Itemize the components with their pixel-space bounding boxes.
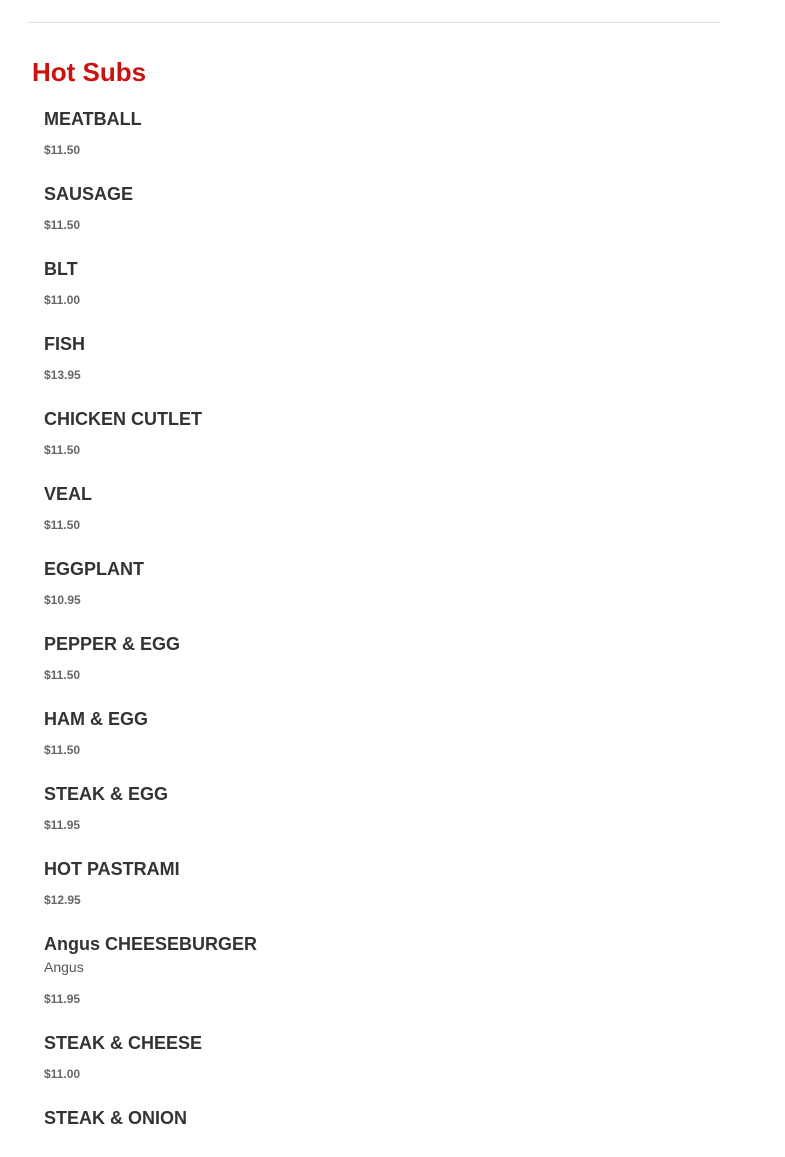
menu-item-name: VEAL (44, 484, 93, 504)
menu-item-name: MEATBALL (44, 109, 142, 129)
menu-item-price: $11.95 (44, 992, 81, 1006)
menu-item-name: CHICKEN CUTLET (44, 409, 202, 429)
menu-item[interactable] (44, 706, 744, 758)
menu-item[interactable] (44, 781, 744, 833)
menu-item-name: BLT (44, 259, 78, 279)
menu-item-name: STEAK & ONION (44, 1108, 188, 1128)
menu-item-price: $11.50 (44, 668, 81, 682)
menu-item-name: SAUSAGE (44, 184, 134, 204)
menu-item-price: $10.95 (44, 593, 81, 607)
menu-item-list (44, 106, 744, 1154)
menu-item-price: $11.50 (44, 218, 81, 232)
menu-item-price: $12.95 (44, 893, 81, 907)
menu-item[interactable] (44, 931, 744, 1007)
menu-item-price: $11.50 (44, 518, 81, 532)
menu-item[interactable] (44, 1030, 744, 1082)
menu-item-name: Angus CHEESEBURGER (44, 934, 258, 954)
menu-item[interactable] (44, 856, 744, 908)
menu-item-price: $11.50 (44, 143, 81, 157)
menu-item-name: STEAK & EGG (44, 784, 169, 804)
menu-item-name: STEAK & CHEESE (44, 1033, 203, 1053)
menu-item[interactable] (44, 1105, 744, 1131)
menu-item[interactable] (44, 106, 744, 158)
section-title: Hot Subs (32, 57, 147, 87)
menu-item-name: HOT PASTRAMI (44, 859, 180, 879)
top-divider (27, 22, 721, 23)
menu-item-price: $11.95 (44, 818, 81, 832)
menu-item[interactable] (44, 556, 744, 608)
menu-item-price: $11.50 (44, 743, 81, 757)
menu-item-name: FISH (44, 334, 86, 354)
menu-item[interactable] (44, 481, 744, 533)
menu-item-name: HAM & EGG (44, 709, 149, 729)
menu-item[interactable] (44, 406, 744, 458)
menu-item-name: PEPPER & EGG (44, 634, 181, 654)
menu-item-description: Angus (44, 959, 84, 975)
menu-item-price: $11.00 (44, 293, 81, 307)
menu-item-name: EGGPLANT (44, 559, 145, 579)
menu-item-price: $11.50 (44, 443, 81, 457)
menu-item[interactable] (44, 181, 744, 233)
menu-item-price: $11.00 (44, 1067, 81, 1081)
menu-item-price: $13.95 (44, 368, 81, 382)
menu-item[interactable] (44, 331, 744, 383)
menu-item[interactable] (44, 256, 744, 308)
menu-item[interactable] (44, 631, 744, 683)
